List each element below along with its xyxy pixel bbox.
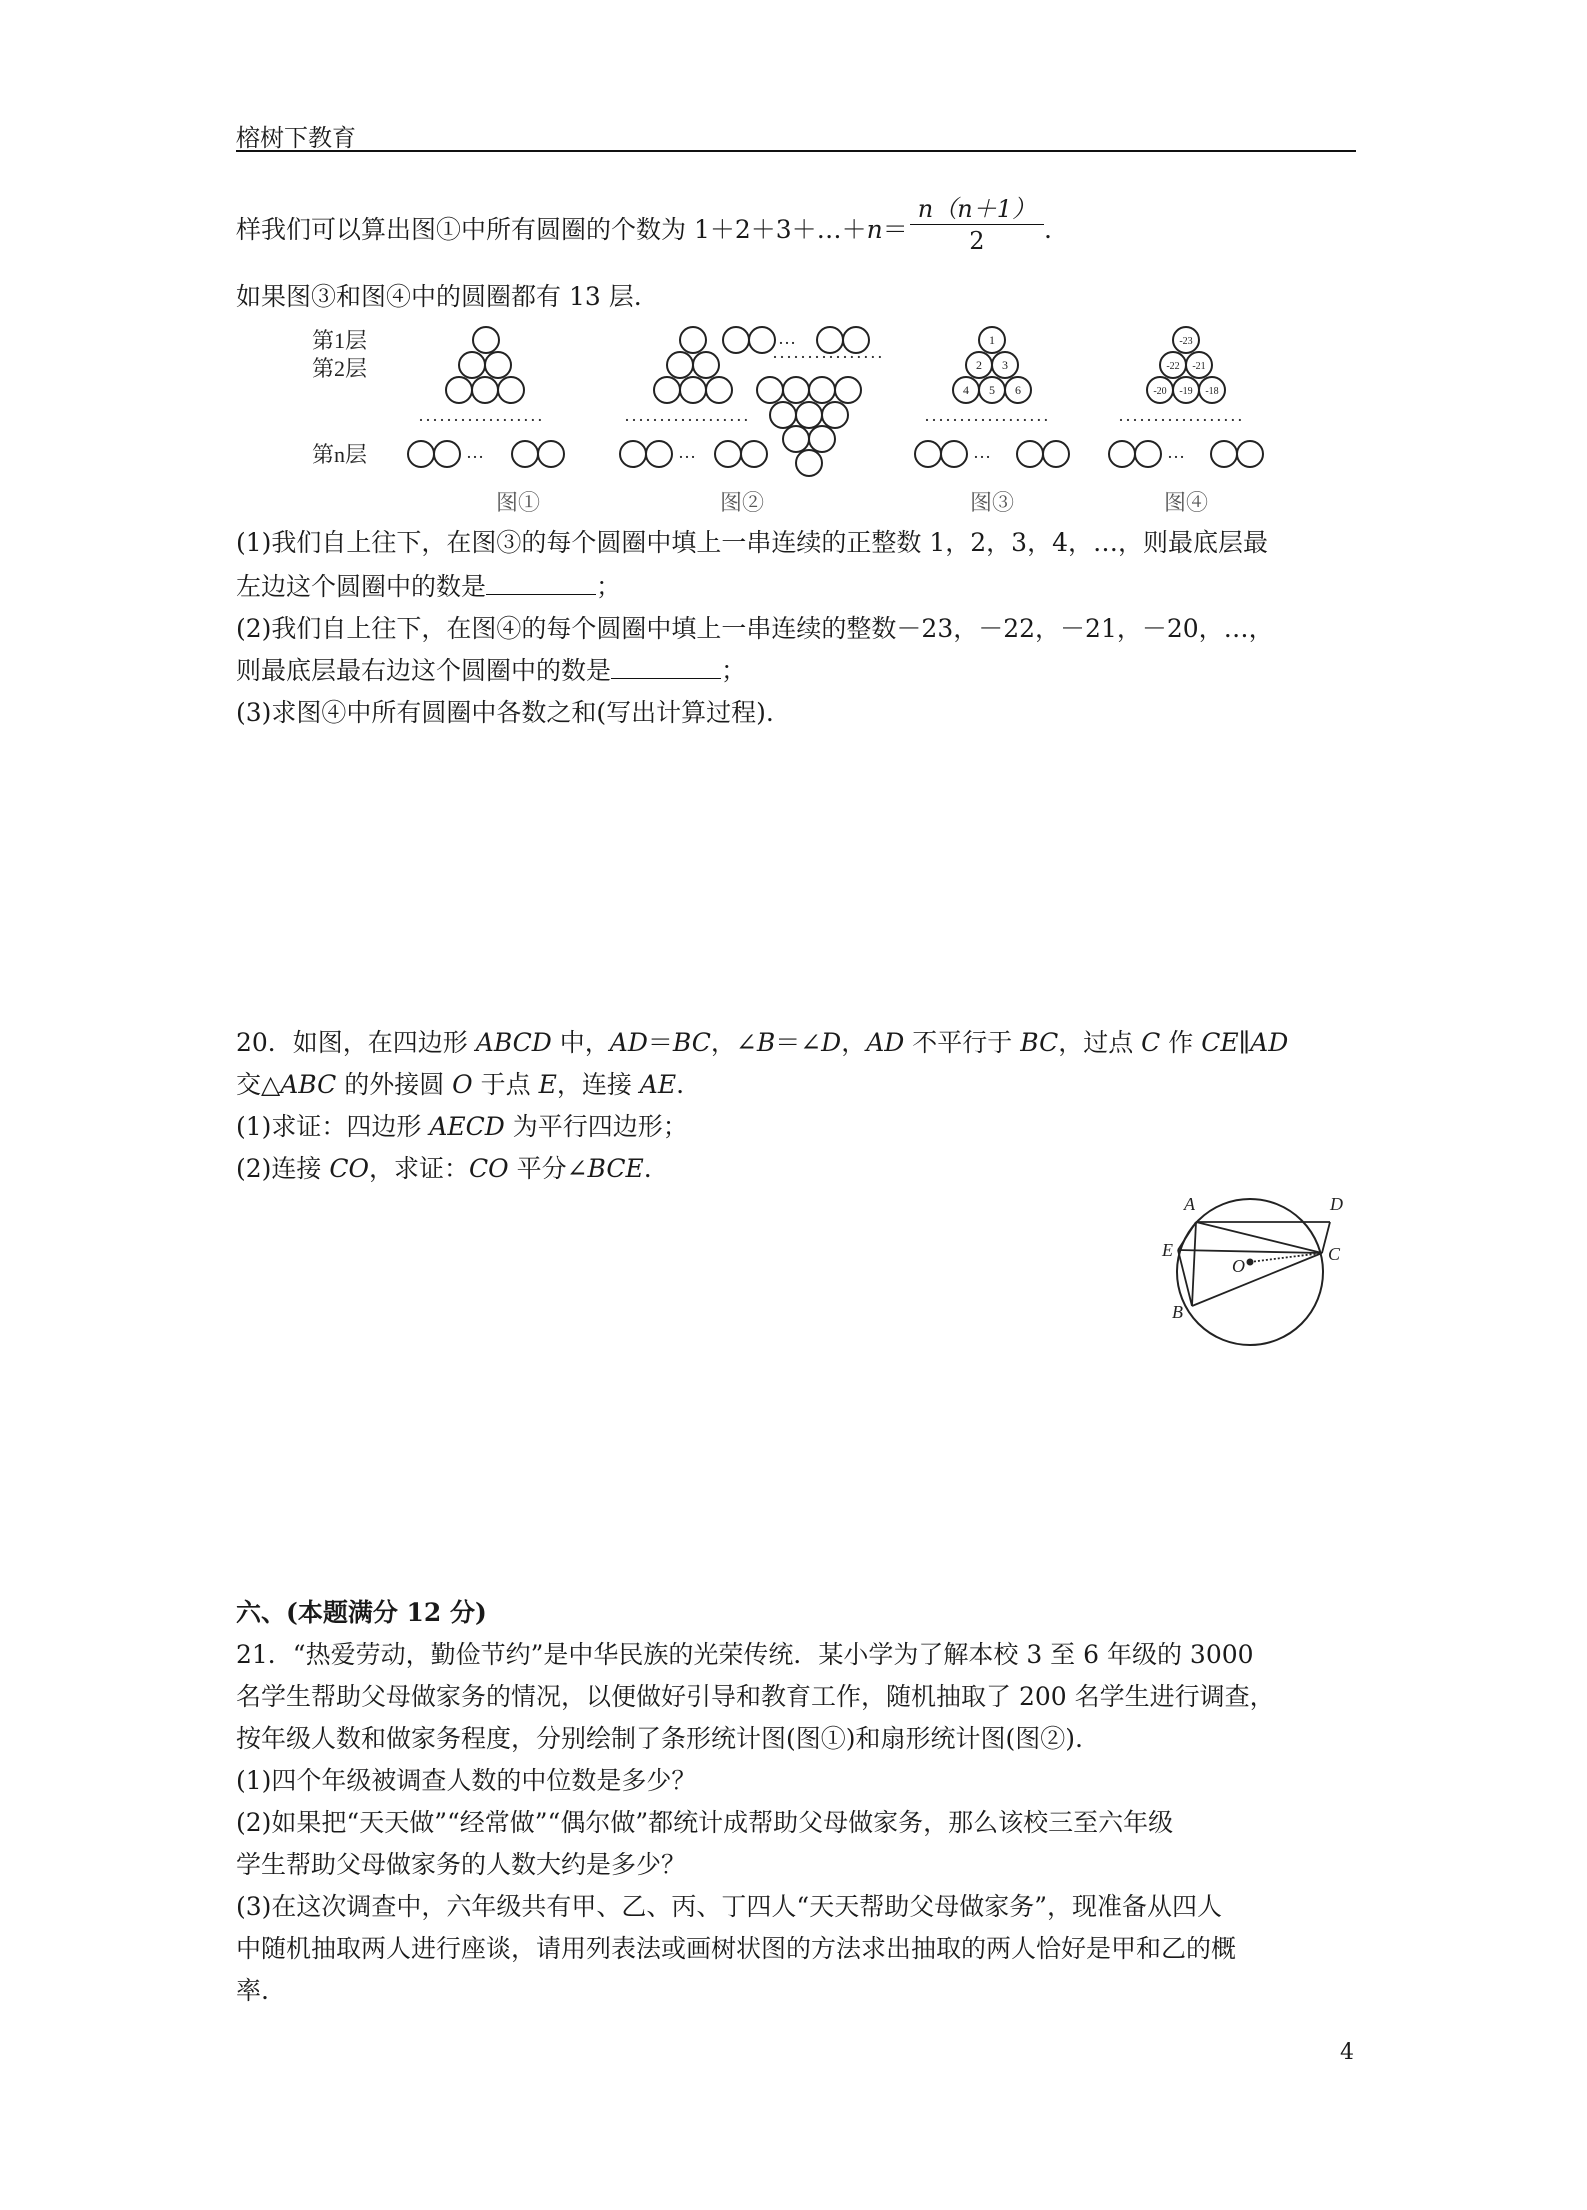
fig2-circle [715, 441, 741, 467]
segment-EC [1178, 1250, 1322, 1253]
q19-formula-var: n [866, 215, 883, 244]
point-label-O: O [1232, 1256, 1245, 1276]
q19-part1-line2 [236, 566, 1356, 608]
q19-formula-prefix: 样我们可以算出图①中所有圆圈的个数为 1＋2＋3＋…＋ [236, 215, 867, 244]
fig2-circle [654, 377, 680, 403]
q21-part1: (1)四个年级被调查人数的中位数是多少？ [236, 1766, 697, 1795]
fig3-num: 4 [963, 383, 969, 397]
fig2-circle [667, 352, 693, 378]
fig3-circle [915, 441, 941, 467]
fig1-circle [459, 352, 485, 378]
fig3-num: 5 [989, 383, 995, 397]
fig3-circle [1017, 441, 1043, 467]
fig2-circle [783, 426, 809, 452]
fig1-circle [446, 377, 472, 403]
fig1-circle [472, 377, 498, 403]
fraction-numerator: n（n＋1） [910, 194, 1044, 225]
point-label-A: A [1184, 1194, 1195, 1214]
fig2-circle [680, 377, 706, 403]
fig2-circle [693, 352, 719, 378]
fig4-num: -19 [1179, 386, 1193, 397]
q21-line2: 名学生帮助父母做家务的情况，以便做好引导和教育工作，随机抽取了 200 名学生进行调查， [236, 1682, 1275, 1711]
center-point-O [1247, 1259, 1254, 1266]
fig2-circle [809, 426, 835, 452]
fig2-dots: ·················· [624, 410, 750, 430]
fig4-circle [1237, 441, 1263, 467]
section-6-title: 六、(本题满分 12 分) [236, 1598, 487, 1627]
fig3-circle [1043, 441, 1069, 467]
fig1-circle [434, 441, 460, 467]
page-header [236, 112, 1356, 152]
q20-geometry-figure [1150, 1190, 1360, 1364]
fig4-dots: ·················· [1118, 410, 1244, 430]
fig2-circle [706, 377, 732, 403]
q19-part1-text: 左边这个圆圈中的数是 [236, 572, 487, 601]
segment-BC [1192, 1253, 1322, 1306]
fig1-circle [473, 327, 499, 353]
fig1-ellipsis: … [466, 442, 484, 462]
circle-quadrilateral-diagram [1150, 1190, 1360, 1360]
page-number: 4 [1340, 2040, 1354, 2065]
fig1-circle [408, 441, 434, 467]
fig4-num: -18 [1205, 386, 1219, 397]
q19-layers-line: 如果图③和图④中的圆圈都有 13 层. [236, 282, 642, 311]
fig3-ellipsis: … [973, 442, 991, 462]
fig4-num: -22 [1166, 361, 1180, 372]
fig2-circle [822, 402, 848, 428]
fig2-circle [770, 402, 796, 428]
fig2-circle [809, 377, 835, 403]
fig2-circle [796, 450, 822, 476]
fig2-circle [783, 377, 809, 403]
fig2-circle [757, 377, 783, 403]
q21-part3-line2: 中随机抽取两人进行座谈，请用列表法或画树状图的方法求出抽取的两人恰好是甲和乙的概 [236, 1934, 1237, 1963]
q21-part3-line1: (3)在这次调查中，六年级共有甲、乙、丙、丁四人“天天帮助父母做家务”，现准备从四人 [236, 1892, 1222, 1921]
fig1-circle [485, 352, 511, 378]
fig4-num: -20 [1153, 386, 1167, 397]
segment-AB [1192, 1222, 1196, 1306]
point-label-E: E [1162, 1240, 1173, 1260]
fig3-num: 1 [989, 333, 995, 347]
fig2-circle [646, 441, 672, 467]
q21-part2-line2: 学生帮助父母做家务的人数大约是多少？ [236, 1850, 687, 1879]
fig4-circle [1211, 441, 1237, 467]
q19-formula-eq: ＝ [882, 215, 908, 244]
q19-part1-end: ； [596, 572, 622, 601]
caption-fig2: 图② [720, 490, 765, 515]
q20-part1: (1)求证：四边形 AECD 为平行四边形； [236, 1112, 688, 1141]
fig2-circle [680, 327, 706, 353]
caption-fig3: 图③ [970, 490, 1015, 515]
fig3-dots: ·················· [924, 410, 1050, 430]
point-label-B: B [1172, 1302, 1183, 1322]
fig4-circle [1135, 441, 1161, 467]
q19-part2-end: ； [721, 656, 747, 685]
fig2-dots-top: ················ [772, 347, 884, 367]
q21-part3-line3: 率. [236, 1976, 269, 2005]
q20-part2: (2)连接 CO，求证：CO 平分∠BCE. [236, 1154, 652, 1183]
caption-fig4: 图④ [1164, 490, 1209, 515]
circle-pyramid-figures [300, 318, 1300, 518]
fig2-circle [796, 402, 822, 428]
fig2-ellipsis: … [678, 442, 696, 462]
segment-EB [1178, 1250, 1192, 1306]
label-layern: 第n层 [312, 442, 368, 467]
q20-line1: 20．如图，在四边形 ABCD 中，AD＝BC，∠B＝∠D，AD 不平行于 BC，过点 C 作 CE∥AD [236, 1028, 1289, 1057]
q19-fraction [910, 194, 1044, 257]
q19-circle-figures [300, 318, 1300, 518]
fig3-circle [941, 441, 967, 467]
fig4-circle [1109, 441, 1135, 467]
fraction-denominator: 2 [969, 227, 985, 255]
fig1-circle [498, 377, 524, 403]
fig4-ellipsis: … [1167, 442, 1185, 462]
segment-AC [1196, 1222, 1322, 1253]
q21-line1: 21．“热爱劳动，勤俭节约”是中华民族的光荣传统．某小学为了解本校 3 至 6 年级的 3000 [236, 1640, 1254, 1669]
q19-part2-line1: (2)我们自上往下，在图④的每个圆圈中填上一串连续的整数－23，－22，－21，－20，…， [236, 614, 1274, 643]
label-layer2: 第2层 [312, 356, 368, 381]
fig1-circle [512, 441, 538, 467]
q19-formula-end: . [1043, 215, 1052, 244]
fig2-circle [835, 377, 861, 403]
fig3-num: 3 [1002, 358, 1008, 372]
fig4-num: -21 [1192, 361, 1206, 372]
fig1-dots: ·················· [418, 410, 544, 430]
circumcircle [1177, 1199, 1323, 1345]
answer-blank[interactable] [611, 656, 721, 679]
q21-part2-line1: (2)如果把“天天做”“经常做”“偶尔做”都统计成帮助父母做家务，那么该校三至六年级 [236, 1808, 1174, 1837]
q19-part2-text: 则最底层最右边这个圆圈中的数是 [236, 656, 612, 685]
q21-line3: 按年级人数和做家务程度，分别绘制了条形统计图(图①)和扇形统计图(图②). [236, 1724, 1083, 1753]
label-layer1: 第1层 [312, 328, 368, 353]
point-label-D: D [1330, 1194, 1343, 1214]
fig1-circle [538, 441, 564, 467]
header-title: 榕树下教育 [236, 124, 356, 152]
q20-line2: 交△ABC 的外接圆 O 于点 E，连接 AE. [236, 1070, 685, 1099]
caption-fig1: 图① [496, 490, 541, 515]
answer-blank[interactable] [486, 572, 596, 595]
fig3-num: 2 [976, 358, 982, 372]
header-rule [236, 150, 1356, 152]
fig2-ellipsis-top: … [778, 328, 796, 348]
fig2-circle [620, 441, 646, 467]
fig2-circle [741, 441, 767, 467]
segment-AE [1178, 1222, 1196, 1250]
q19-part2-line2 [236, 650, 1356, 692]
q19-part3: (3)求图④中所有圆圈中各数之和(写出计算过程). [236, 698, 774, 727]
fig4-num: -23 [1179, 336, 1193, 347]
q19-formula-line [236, 195, 1356, 263]
fig2-circle [723, 327, 749, 353]
fig3-num: 6 [1015, 383, 1021, 397]
point-label-C: C [1328, 1244, 1341, 1264]
q19-part1-line1: (1)我们自上往下，在图③的每个圆圈中填上一串连续的正整数 1，2，3，4，…，则最底层最 [236, 528, 1268, 557]
